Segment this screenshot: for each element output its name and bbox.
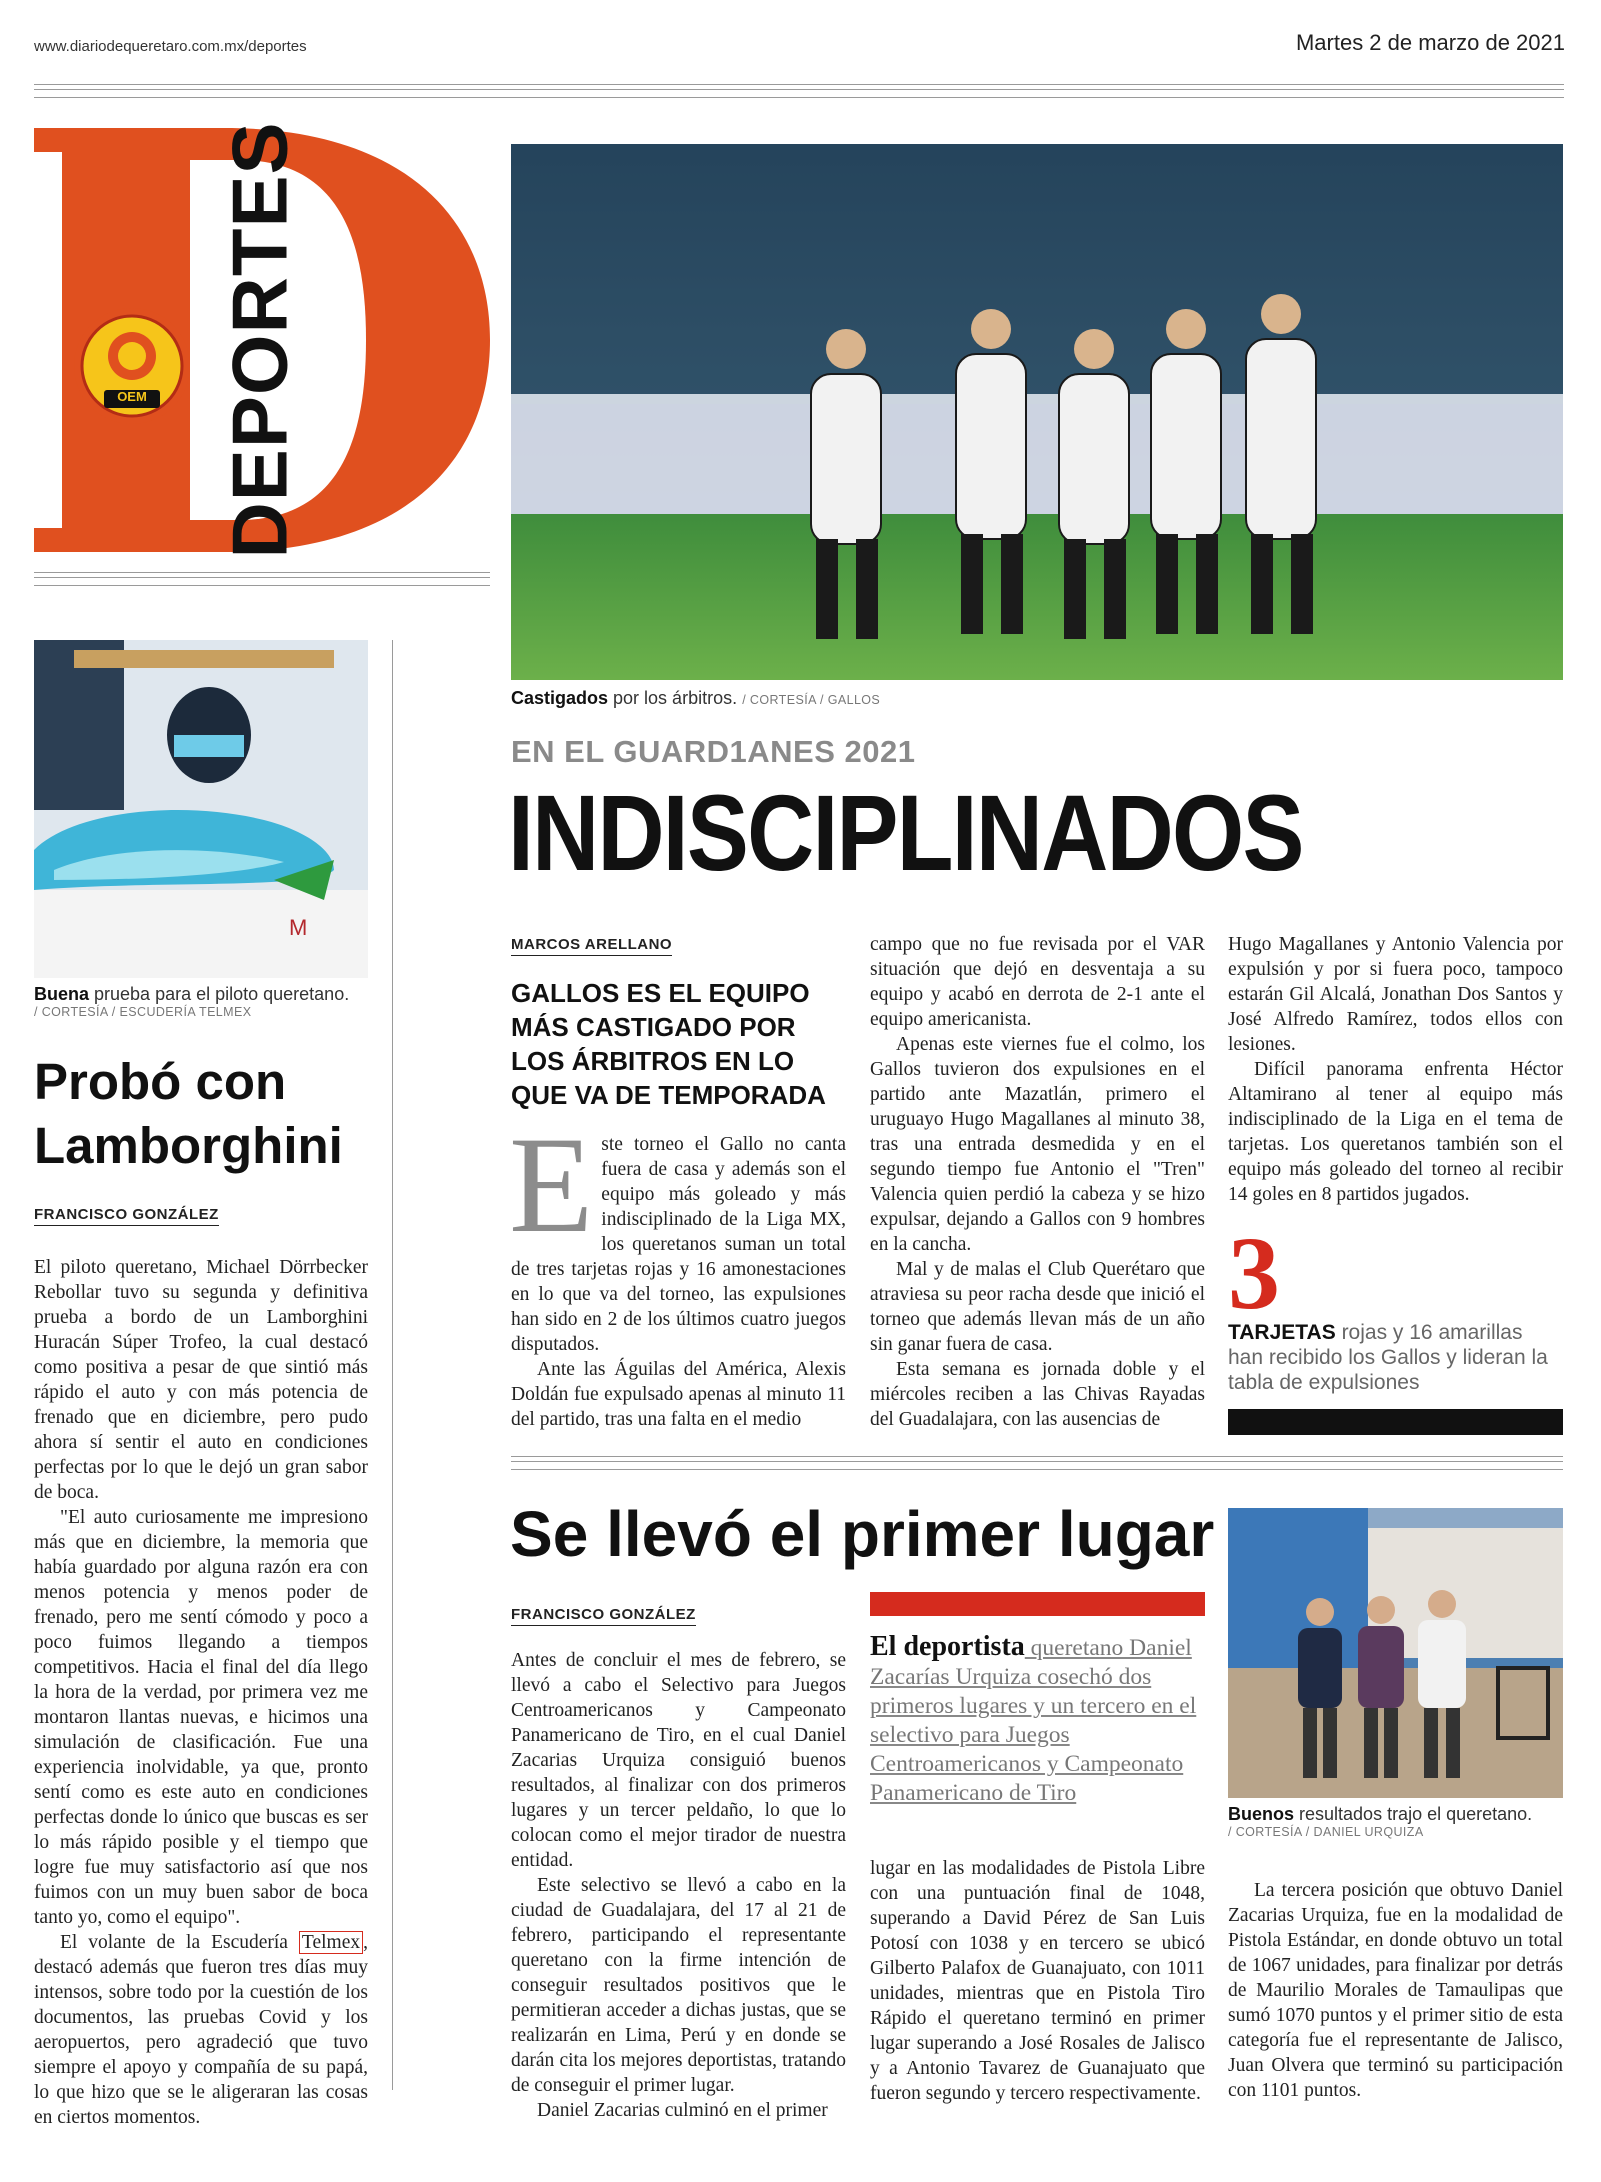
- main-col-2-p4: Esta semana es jornada doble y el miércoles reciben a las Chivas Rayadas del Guadalajara, con las ausencias de: [870, 1359, 1205, 1430]
- side-p1: El piloto queretano, Michael Dörrbecker Rebollar tuvo su segunda y definitiva prueba a bordo de un Lamborghini Huracán Súper Trofeo, la cual destacó como positiva a pesar de que sintió más rápido el auto y con más potencia de frenado que en diciembre, pero pudo ahora sí sentir el auto en condiciones perfectas por lo que le dejó un gran sabor de boca.: [34, 1257, 368, 1503]
- section-logo: [34, 121, 490, 559]
- side-caption-bold: Buena: [34, 984, 90, 1004]
- main-caption-bold: Castigados: [511, 688, 609, 708]
- main-photo-caption: [511, 688, 1411, 709]
- bottom-col-1: [511, 1648, 846, 2123]
- side-byline: FRANCISCO GONZÁLEZ: [34, 1206, 219, 1226]
- logo-rule: [34, 572, 490, 586]
- main-kicker: EN EL GUARD1ANES 2021: [511, 734, 916, 769]
- pull-quote-body: queretano Daniel Zacarías Urquiza cosechó dos primeros lugares y un tercero en el selectivo para Juegos Centroamericanos y Campeonato Panamericano de Tiro: [870, 1635, 1197, 1806]
- main-col-1-p1-wrap: [509, 1108, 846, 1357]
- main-col-2-p2: Apenas este viernes fue el colmo, los Gallos tuvieron dos expulsiones en el partido ante Mazatlán, primero el uruguayo Hugo Magallanes al minuto 38, tras una entrada desmedida y en el segundo tiempo fue Antonio el "Tren" Valencia quien perdió la cabeza y se hizo expulsar, dejando a Gallos con 9 hombres en la cancha.: [870, 1034, 1205, 1255]
- svg-text:M: M: [289, 915, 308, 940]
- section-name-wrap: [210, 121, 310, 559]
- stat-text-wrap: [1228, 1320, 1563, 1395]
- header-rule: [34, 84, 1564, 98]
- side-caption-credit: / CORTESÍA / ESCUDERÍA TELMEX: [34, 1005, 252, 1019]
- stat-number: 3: [1228, 1216, 1280, 1331]
- bottom-photo: [1228, 1508, 1563, 1798]
- main-col-2: [870, 932, 1205, 1432]
- bottom-byline: FRANCISCO GONZÁLEZ: [511, 1606, 696, 1626]
- bottom-col-1-p3: Daniel Zacarias culminó en el primer: [537, 2100, 828, 2121]
- stat-box: [1228, 1216, 1563, 1435]
- section-name: DEPORTES: [215, 121, 304, 559]
- side-caption-text: prueba para el piloto queretano.: [89, 984, 350, 1004]
- bottom-caption-bold: Buenos: [1228, 1804, 1295, 1824]
- main-headline: INDISCIPLINADOS: [508, 772, 1303, 893]
- side-photo: [34, 640, 368, 978]
- main-byline: MARCOS ARELLANO: [511, 936, 672, 956]
- side-body: [34, 1255, 368, 2130]
- telmex-link[interactable]: Telmex: [299, 1931, 363, 1954]
- main-col-1: [511, 934, 846, 1432]
- bottom-col-3-p1: La tercera posición que obtuvo Daniel Zacarias Urquiza, fue en la modalidad de Pistola Estándar, en donde obtuvo un total de 1067 unidades, para finalizar por detrás de Maurilio Morales de Tamaulipas que sumó 1070 puntos y el primer sitio de esta categoría fue el representante de Jalisco, Juan Olvera que terminó su participación con 1101 puntos.: [1228, 1880, 1563, 2101]
- side-p3-a: El volante de la Escudería: [60, 1932, 299, 1953]
- stat-text: rojas y 16 amarillas han recibido los Gallos y lideran la tabla de expulsiones: [1228, 1321, 1548, 1394]
- main-caption-text: por los árbitros.: [608, 688, 738, 708]
- bottom-headline: Se llevó el primer lugar: [510, 1498, 1215, 1570]
- bottom-col-1-p1: Antes de concluir el mes de febrero, se llevó a cabo el Selectivo para Juegos Centroamericanos y Campeonato Panamericano de Tiro, en el cual Daniel Zacarias Urquiza consiguió buenos resultados, al finalizar con dos primeros lugares y un tercer peldaño, lo que lo colocan como el mejor tirador de nuestra entidad.: [511, 1650, 846, 1871]
- main-col-2-p1: campo que no fue revisada por el VAR situación que dejó en desventaja a su equipo y acabó en derrota de 2-1 ante el equipo americanista.: [870, 934, 1205, 1030]
- story-separator: [511, 1456, 1563, 1470]
- site-url[interactable]: www.diariodequeretaro.com.mx/deportes: [34, 38, 307, 55]
- side-photo-caption: [34, 984, 368, 1019]
- main-col-1-p2: Ante las Águilas del América, Alexis Doldán fue expulsado apenas al minuto 11 del partido, tras una falta en el medio: [511, 1359, 846, 1430]
- pull-quote-bold: El deportista: [870, 1631, 1025, 1662]
- main-col-3: [1228, 932, 1563, 1207]
- bottom-caption-text: resultados trajo el queretano.: [1294, 1804, 1533, 1824]
- bottom-col-3: [1228, 1878, 1563, 2103]
- stat-bar: [1228, 1409, 1563, 1435]
- dropcap: E: [509, 1108, 594, 1261]
- side-p2: "El auto curiosamente me impresiono más que en diciembre, la memoria que había guardado por alguna razón era con menos potencia y menos poder de frenado, pero me sentí cómodo y poco a poco fuimos llegando a tiempos competitivos. Hacia el final del día llego la hora de la verdad, por primera vez me montaron llantas nuevas, e hicimos una simulación de clasificación. Fue una experiencia inolvidable, ya que, pronto sentí como es este auto en condiciones perfectas donde lo único que buscas es ser lo más rápido posible y el tiempo que logre fue muy satisfactorio así que nos fuimos con un muy buen sabor de boca tanto yo, como el equipo".: [34, 1507, 368, 1928]
- main-subhead: GALLOS ES EL EQUIPO MÁS CASTIGADO POR LOS ÁRBITROS EN LO QUE VA DE TEMPORADA: [511, 978, 826, 1110]
- main-col-1-p1: ste torneo el Gallo no canta fuera de casa y además son el equipo más goleado y más indisciplinado de la Liga MX, los queretanos suman un total de tres tarjetas rojas y 16 amonestaciones en lo que va del torneo, las expulsiones han sido en 2 de los últimos cuatro juegos disputados.: [511, 1134, 846, 1355]
- bottom-col-1-p2: Este selectivo se llevó a cabo en la ciudad de Guadalajara, del 17 al 21 de febrero, participando el representante queretano con la firme intención de conseguir resultados positivos que le permitieran acceder a dichas justas, que se realizarán en Lima, Perú y en donde se darán cita los mejores deportistas, tratando de conseguir el primer lugar.: [511, 1875, 846, 2096]
- stat-bold: TARJETAS: [1228, 1321, 1336, 1344]
- main-col-1-text: [509, 1108, 846, 1432]
- pull-quote-text: [870, 1632, 1205, 1808]
- main-photo: [511, 144, 1563, 680]
- main-col-2-p3: Mal y de malas el Club Querétaro que atraviesa su peor racha desde que inició el torneo que además llevan más de un año sin ganar fuera de casa.: [870, 1259, 1205, 1355]
- main-caption-credit: / CORTESÍA / GALLOS: [742, 693, 881, 707]
- bottom-caption-credit: / CORTESÍA / DANIEL URQUIZA: [1228, 1825, 1424, 1839]
- side-column-rule: [392, 640, 393, 2090]
- side-p3-b: , destacó además que fueron tres días muy intensos, sobre todo por la cuestión de los documentos, las pruebas Covid y los aeropuertos, pero agradeció que tuvo siempre el apoyo y compañía de su papá, lo que hizo que se le aligeraran las cosas en ciertos momentos.: [34, 1932, 368, 2128]
- side-p3-wrap: [34, 1930, 368, 2130]
- bottom-col-2: [870, 1856, 1205, 2106]
- bottom-photo-caption: [1228, 1804, 1563, 1839]
- main-col-3-p1: Hugo Magallanes y Antonio Valencia por expulsión y por si fuera poco, tampoco estarán Gil Alcalá, Jonathan Dos Santos y José Alfredo Ramírez, todos ellos con lesiones.: [1228, 934, 1563, 1055]
- issue-date: Martes 2 de marzo de 2021: [1295, 30, 1565, 55]
- pull-quote: [870, 1592, 1205, 1808]
- main-col-3-p2: Difícil panorama enfrenta Héctor Altamirano al tener al equipo más indisciplinado de la Liga en el tema de tarjetas. Los queretanos también son el equipo más goleado del torneo al recibir 14 goles en 8 partidos jugados.: [1228, 1059, 1563, 1205]
- bottom-col-2-p1: lugar en las modalidades de Pistola Libre con una puntuación final de 1048, superando a David Pérez de San Luis Potosí con 1038 y en tercero se ubicó Gilberto Palafox de Guanajuato, con 1011 unidades, mientras que en Pistola Tiro Rápido el queretano terminó en primer lugar superando a José Rosales de Jalisco y a Antonio Tavarez de Guanajuato que fueron segundo y tercero respectivamente.: [870, 1858, 1205, 2104]
- logo-text: OEM: [117, 389, 147, 404]
- side-headline: Probó con Lamborghini: [34, 1053, 343, 1174]
- pull-quote-bar: [870, 1592, 1205, 1616]
